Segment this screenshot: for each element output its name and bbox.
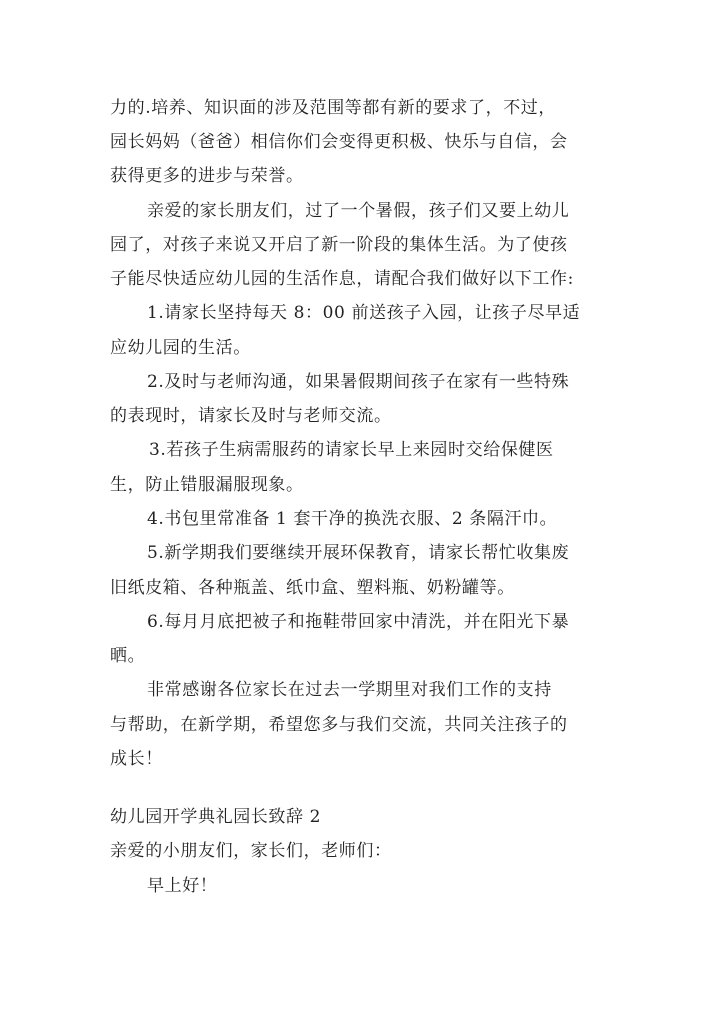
body-line: 子能尽快适应幼儿园的生活作息，请配合我们做好以下工作: xyxy=(110,269,574,289)
body-line: 亲爱的家长朋友们，过了一个暑假，孩子们又要上幼儿 xyxy=(147,201,570,221)
body-line: 生，防止错服漏服现象。 xyxy=(110,475,304,495)
body-line: 与帮助，在新学期，希望您多与我们交流，共同关注孩子的 xyxy=(110,715,568,735)
body-line: 成长！ xyxy=(110,749,163,769)
salutation: 亲爱的小朋友们，家长们，老师们： xyxy=(110,841,392,861)
list-item: 5.新学期我们要继续开展环保教育，请家长帮忙收集废 xyxy=(147,543,570,563)
list-item: 6.每月月底把被子和拖鞋带回家中清洗，并在阳光下暴 xyxy=(147,612,570,632)
body-line: 应幼儿园的生活。 xyxy=(110,338,251,358)
body-line: 力的.培养、知识面的涉及范围等都有新的要求了，不过， xyxy=(110,98,557,118)
body-line: 非常感谢各位家长在过去一学期里对我们工作的支持 xyxy=(147,680,552,700)
section-title: 幼儿园开学典礼园长致辞 2 xyxy=(110,807,322,827)
list-item: 2.及时与老师沟通，如果暑假期间孩子在家有一些特殊 xyxy=(147,372,570,392)
body-line: 旧纸皮箱、各种瓶盖、纸巾盒、塑料瓶、奶粉罐等。 xyxy=(110,578,515,598)
body-line: 园了，对孩子来说又开启了新一阶段的集体生活。为了使孩 xyxy=(110,235,568,255)
list-item: 3.若孩子生病需服药的请家长早上来园时交给保健医 xyxy=(149,440,554,460)
list-item: 4.书包里常准备 1 套干净的换洗衣服、2 条隔汗巾。 xyxy=(147,509,558,529)
list-item: 1.请家长坚持每天 8：00 前送孩子入园，让孩子尽早适 xyxy=(147,303,581,323)
body-line: 晒。 xyxy=(110,646,146,666)
body-line: 获得更多的进步与荣誉。 xyxy=(110,166,304,186)
greeting: 早上好！ xyxy=(147,876,218,896)
body-line: 的表现时，请家长及时与老师交流。 xyxy=(110,406,392,426)
body-line: 园长妈妈（爸爸）相信你们会变得更积极、快乐与自信，会 xyxy=(110,132,568,152)
